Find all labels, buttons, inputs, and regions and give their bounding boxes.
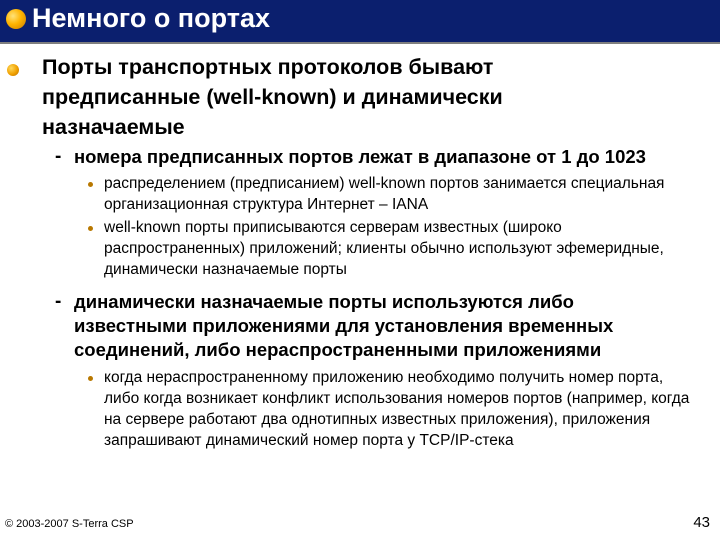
sub2-text: динамически назначаемые порты используются либо известными приложениями для установления временных соединений, либо нераспространенными приложениями	[74, 291, 614, 360]
page-number: 43	[693, 514, 710, 531]
title-divider	[0, 42, 720, 44]
sub2-bullet1-text: когда нераспространенному приложению необходимо получить номер порта, либо когда возникает конфликт использования номеров портов (например, когда на сервере работают два однотипных известных приложения), приложения запрашивают динамический номер порта у TCP/IP-стека	[104, 369, 690, 449]
sub1-bullet2-text: well-known порты приписываются серверам известных (широко распространенных) приложений; клиенты обычно используют эфемеридные, динамически назначаемые порты	[104, 219, 664, 278]
level1-bullet-icon	[7, 64, 19, 76]
title-bullet-icon	[6, 9, 26, 29]
slide-title: Немного о портах	[32, 3, 271, 33]
sub1-bullet1-icon	[88, 182, 93, 187]
footer-copyright: © 2003-2007 S-Terra CSP	[5, 518, 134, 530]
sub1-bullet2-icon	[88, 226, 93, 231]
title-bar	[0, 0, 720, 42]
sub1-bullet1-text: распределением (предписанием) well-known портов занимается специальная организационная структура Интернет – IANA	[104, 175, 665, 213]
sub2-bullet1-icon	[88, 376, 93, 381]
sub1-dash: -	[55, 146, 62, 167]
sub1-text: номера предписанных портов лежат в диапазоне от 1 до 1023	[74, 146, 646, 167]
sub2-dash: -	[55, 291, 62, 312]
level1-text: Порты транспортных протоколов бывают предписанные (well-known) и динамически назначаемые	[42, 55, 503, 139]
